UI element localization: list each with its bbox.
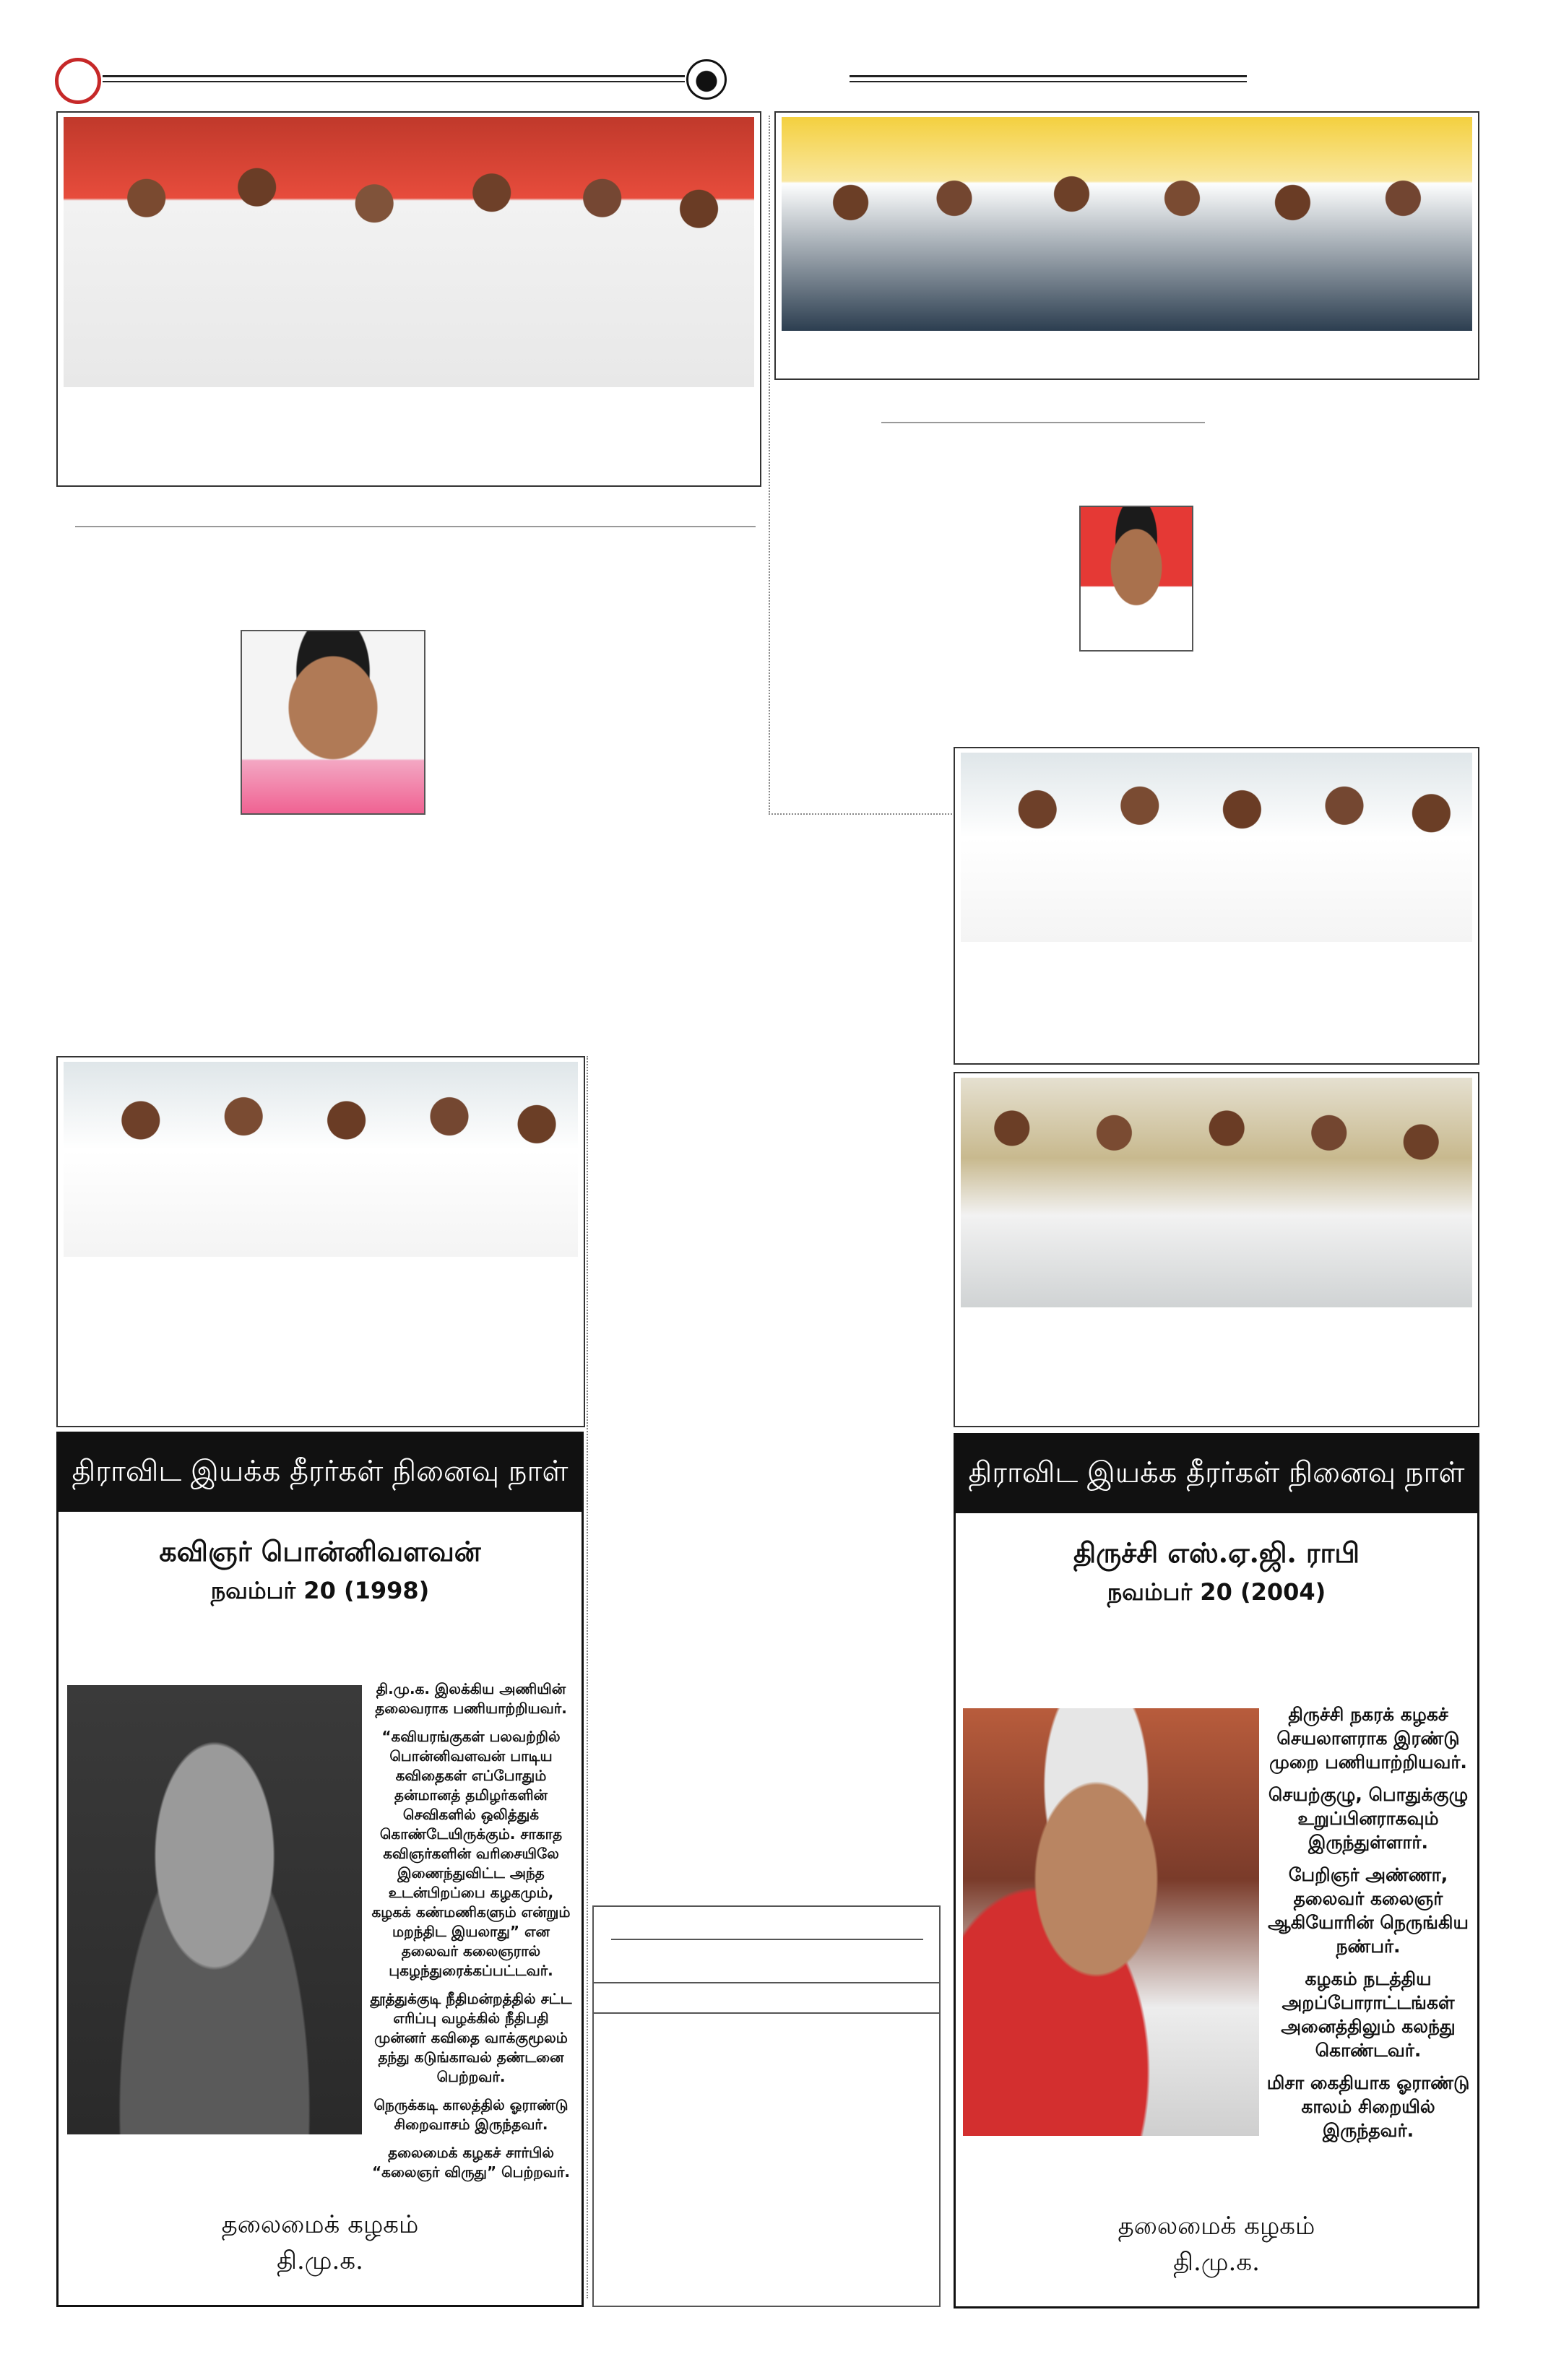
news-photo-elderly-visit — [64, 1062, 578, 1257]
article-rule-left — [75, 526, 756, 527]
tribute-footer-party: தி.மு.க. — [1173, 2248, 1260, 2277]
header-rule-top — [103, 75, 685, 77]
tribute-bio-para: தூத்துக்குடி நீதிமன்றத்தில் சட்ட எரிப்பு வழக்கில் நீதிபதி முன்னர் கவிதை வாக்குமூலம் தந்து கடுங்காவல் தண்டனை பெற்றவர். — [370, 1990, 572, 2085]
tribute-bio-para: திருச்சி நகரக் கழகச் செயலாளராக இரண்டு முறை பணியாற்றியவர். — [1269, 1704, 1467, 1773]
tribute-bio — [1266, 1702, 1470, 2151]
tribute-footer-party: தி.மு.க. — [277, 2246, 363, 2275]
tribute-date: நவம்பர் 20 (2004) — [1107, 1578, 1326, 1606]
tribute-box-right — [954, 1433, 1479, 2308]
tribute-bio-para: கழகம் நடத்திய அறப்போராட்டங்கள் அனைத்திலும் கலந்து கொண்டவர். — [1281, 1968, 1456, 2061]
news-box-top-right — [774, 111, 1479, 380]
tribute-bio-para: செயற்குழு, பொதுக்குழு உறுப்பினராகவும் இருந்துள்ளார். — [1268, 1784, 1469, 1853]
column-separator-horizontal — [769, 813, 958, 815]
column-separator-middle — [587, 1056, 588, 2298]
middle-box-rule-2 — [594, 1982, 939, 1983]
news-box-top-left — [56, 111, 761, 487]
header-rule-right — [850, 75, 1247, 77]
portrait-photo-red-background — [1079, 506, 1193, 652]
tribute-portrait-bw — [67, 1685, 362, 2134]
tribute-footer-org: தலைமைக் கழகம் — [1118, 2212, 1315, 2241]
news-box-left-middle — [56, 1056, 585, 1427]
tribute-box-left — [56, 1432, 584, 2307]
tribute-bio-para: பேறிஞர் அண்ணா, தலைவர் கலைஞர் ஆகியோரின் நெருங்கிய நண்பர். — [1268, 1864, 1469, 1957]
news-photo-stage-ceremony — [782, 117, 1472, 331]
tribute-bio-para: மிசா கைதியாக ஓராண்டு காலம் சிறையில் இருந்தவர். — [1266, 2072, 1470, 2141]
tribute-heading: திராவிட இயக்க தீரர்கள் நினைவு நாள் — [956, 1435, 1477, 1513]
news-photo-handover — [961, 753, 1472, 942]
news-box-right-middle — [954, 747, 1479, 1065]
tribute-bio-para: தலைமைக் கழகச் சார்பில் “கலைஞர் விருது” பெற்றவர். — [372, 2144, 570, 2181]
tribute-name: கவிஞர் பொன்னிவளவன் — [159, 1535, 481, 1567]
tribute-date: நவம்பர் 20 (1998) — [210, 1577, 430, 1604]
header-rule-right-2 — [850, 81, 1247, 82]
middle-small-box — [592, 1905, 941, 2307]
tribute-bio-para: நெருக்கடி காலத்தில் ஓராண்டு சிறைவாசம் இருந்தவர். — [373, 2096, 569, 2133]
article-rule-right — [881, 422, 1205, 423]
header-emblem-icon — [686, 59, 727, 100]
tribute-footer — [956, 2208, 1477, 2280]
middle-box-rule-1 — [611, 1939, 923, 1940]
tribute-heading: திராவிட இயக்க தீரர்கள் நினைவு நாள் — [59, 1434, 582, 1512]
tribute-footer — [59, 2207, 582, 2279]
news-photo-police-event — [961, 1078, 1472, 1307]
header-red-circle-icon — [55, 58, 101, 104]
tribute-bio-para: தி.மு.க. இலக்கிய அணியின் தலைவராக பணியாற்றியவர். — [375, 1680, 567, 1717]
tribute-bio — [369, 1679, 573, 2191]
news-photo-officials-meeting — [64, 117, 754, 387]
tribute-footer-org: தலைமைக் கழகம் — [221, 2210, 419, 2239]
tribute-bio-para: “கவியரங்குகள் பலவற்றில் பொன்னிவளவன் பாடிய கவிதைகள் எப்போதும் தன்மானத் தமிழர்களின் செவிகளில் ஒலித்துக் கொண்டேயிருக்கும். சாகாத கவிஞர்களின் வரிசையிலே இணைந்துவிட்ட அந்த உடன்பிறப்பை கழகமும், கழகக் கண்மணிகளும் என்றும் மறந்திட இயலாது” என தலைவர் கலைஞரால் புகழந்துரைக்கப்பட்டவர். — [371, 1728, 571, 1979]
news-box-right-lower — [954, 1072, 1479, 1427]
header-rule-bottom — [103, 81, 685, 82]
tribute-portrait-color — [963, 1708, 1259, 2136]
tribute-name: திருச்சி எஸ்.ஏ.ஜி. ராபி — [1073, 1536, 1360, 1569]
middle-box-rule-3 — [594, 2012, 939, 2014]
column-separator-top — [769, 116, 770, 815]
portrait-photo-pink-shirt — [241, 630, 425, 815]
